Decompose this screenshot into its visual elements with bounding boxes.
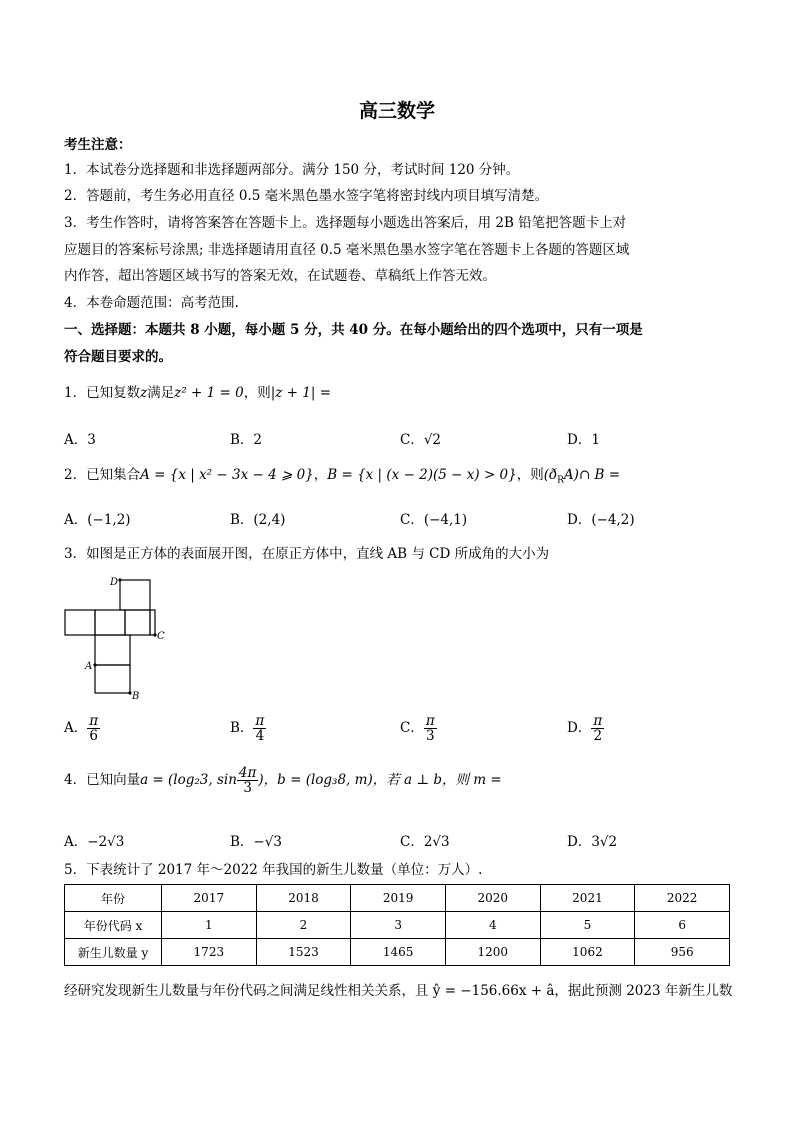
q1-option-c: C．√2 — [400, 432, 442, 448]
q3-option-a-num: π — [89, 713, 99, 729]
label-c: C — [157, 631, 165, 642]
table-cell: 2018 — [256, 885, 351, 912]
q2-option-c: C．(−4,1) — [400, 512, 468, 528]
table-cell: 6 — [635, 912, 730, 939]
q1-tail: ，则 — [243, 385, 271, 401]
q2-set-a: A = {x | x² − 3x − 4 ⩾ 0} — [140, 467, 314, 483]
q3-option-b-num: π — [255, 713, 265, 729]
q1-abs: |z + 1| = — [270, 385, 332, 401]
table-cell: 956 — [635, 939, 730, 966]
notice-item-3: 3．考生作答时，请将答案答在答题卡上。选择题每小题选出答案后，用 2B 铅笔把答题卡上对 — [64, 215, 627, 231]
q2-option-d: D．(−4,2) — [567, 512, 635, 528]
q3-option-d-num: π — [593, 713, 603, 729]
q2-expr2: A)∩ B = — [563, 467, 621, 483]
table-cell: 2021 — [540, 885, 635, 912]
q1-option-d: D．1 — [567, 432, 600, 448]
question-5: 5．下表统计了 2017 年～2022 年我国的新生儿数量（单位：万人）. — [64, 862, 483, 878]
q3-option-d-letter: D． — [567, 720, 592, 737]
q4-prefix: 4．已知向量 — [64, 772, 141, 789]
table-cell: 1200 — [445, 939, 540, 966]
point-a — [93, 663, 96, 666]
q3-option-b — [230, 714, 266, 743]
table-cell: 2020 — [445, 885, 540, 912]
q3-option-a — [64, 714, 100, 743]
q2-expr: (ð — [543, 467, 558, 483]
q5-regression-text: 经研究发现新生儿数量与年份代码之间满足线性相关关系，且 ŷ = −156.66x + â，据此预测 2023 年新生儿数 — [64, 983, 733, 999]
label-d: D — [110, 577, 119, 588]
table-cell: 4 — [445, 912, 540, 939]
q3-option-d — [567, 714, 604, 743]
net-square — [95, 635, 130, 665]
notice-item-4: 4．本卷命题范围：高考范围. — [64, 295, 239, 311]
table-row — [65, 885, 730, 912]
q2-option-a: A．(−1,2) — [64, 512, 131, 528]
q4-option-d: D．3√2 — [567, 834, 618, 850]
table-cell: 1523 — [256, 939, 351, 966]
q4-vec-b: ，b = (log₃8, m) — [263, 772, 373, 789]
q1-var: z — [140, 385, 148, 401]
q1-prefix: 1．已知复数 — [64, 385, 141, 401]
q2-prefix: 2．已知集合 — [64, 467, 141, 483]
q4-frac-num: 4π — [238, 765, 257, 781]
notice-item-2: 2．答题前，考生务必用直径 0.5 毫米黑色墨水签字笔将密封线内项目填写清楚。 — [64, 188, 549, 204]
net-square — [95, 665, 130, 693]
label-b: B — [132, 691, 140, 700]
table-cell: 2019 — [351, 885, 446, 912]
q3-option-d-den: 2 — [593, 728, 603, 745]
q3-option-c-num: π — [425, 713, 435, 729]
question-1 — [64, 385, 331, 401]
table-cell: 年份代码 x — [65, 912, 162, 939]
section-heading-cont: 符合题目要求的。 — [64, 349, 172, 365]
point-d — [118, 578, 121, 581]
q4-condition: ，若 a ⊥ b，则 m = — [372, 772, 502, 789]
table-cell: 2017 — [162, 885, 257, 912]
label-a: A — [85, 661, 93, 672]
q4-vec-a: a = (log₂3, sin — [140, 772, 237, 789]
q1-option-b: B．2 — [230, 432, 263, 448]
net-square — [150, 610, 155, 635]
notice-item-3-cont: 应题目的答案标号涂黑; 非选择题请用直径 0.5 毫米黑色墨水签字笔在答题卡上各题的答题区域 — [64, 242, 630, 258]
q3-option-c — [400, 714, 437, 743]
table-cell: 1465 — [351, 939, 446, 966]
notice-heading: 考生注意： — [64, 137, 132, 153]
q3-option-a-letter: A． — [64, 720, 88, 737]
section-heading: 一、选择题：本题共 8 小题，每小题 5 分，共 40 分。在每小题给出的四个选项中，只有一项是 — [64, 322, 643, 338]
table-cell: 1 — [162, 912, 257, 939]
q1-mid: 满足 — [147, 385, 175, 401]
page-title: 高三数学 — [358, 100, 435, 122]
net-square — [95, 610, 125, 635]
q3-option-b-letter: B． — [230, 720, 254, 737]
table-cell: 3 — [351, 912, 446, 939]
question-2 — [64, 467, 620, 486]
q3-option-c-den: 3 — [425, 728, 435, 745]
notice-item-1: 1．本试卷分选择题和非选择题两部分。满分 150 分，考试时间 120 分钟。 — [64, 162, 520, 178]
question-3: 3．如图是正方体的表面展开图，在原正方体中，直线 AB 与 CD 所成角的大小为 — [64, 546, 550, 562]
q4-frac-den: 3 — [243, 780, 252, 797]
notice-item-3-cont2: 内作答，超出答题区域书写的答案无效，在试题卷、草稿纸上作答无效。 — [64, 268, 496, 284]
q2-sub: R — [557, 475, 564, 486]
net-square — [120, 580, 150, 610]
table-cell: 新生儿数量 y — [65, 939, 162, 966]
q3-option-a-den: 6 — [89, 728, 98, 745]
q1-eq: z² + 1 = 0 — [174, 385, 244, 401]
table-cell: 2 — [256, 912, 351, 939]
q3-option-b-den: 4 — [255, 728, 265, 745]
q2-option-b: B．(2,4) — [230, 512, 286, 528]
table-cell: 1723 — [162, 939, 257, 966]
q4-option-a: A．−2√3 — [64, 834, 125, 850]
table-cell: 1062 — [540, 939, 635, 966]
table-row — [65, 939, 730, 966]
table-row — [65, 912, 730, 939]
table-cell: 5 — [540, 912, 635, 939]
q2-tail: ，则 — [516, 467, 544, 483]
question-4 — [64, 766, 502, 795]
net-square — [65, 610, 95, 635]
net-square — [125, 610, 150, 635]
q4-option-c: C．2√3 — [400, 834, 450, 850]
table-cell: 2022 — [635, 885, 730, 912]
cube-net-figure — [60, 575, 180, 700]
q4-option-b: B．−√3 — [230, 834, 282, 850]
q4-close: ) — [258, 772, 264, 789]
newborn-table — [64, 884, 730, 966]
q3-option-c-letter: C． — [400, 720, 424, 737]
table-cell: 年份 — [65, 885, 162, 912]
q2-set-b: B = {x | (x − 2)(5 − x) > 0} — [327, 467, 517, 483]
q2-sep: ， — [313, 467, 328, 483]
q1-option-a: A．3 — [64, 432, 96, 448]
